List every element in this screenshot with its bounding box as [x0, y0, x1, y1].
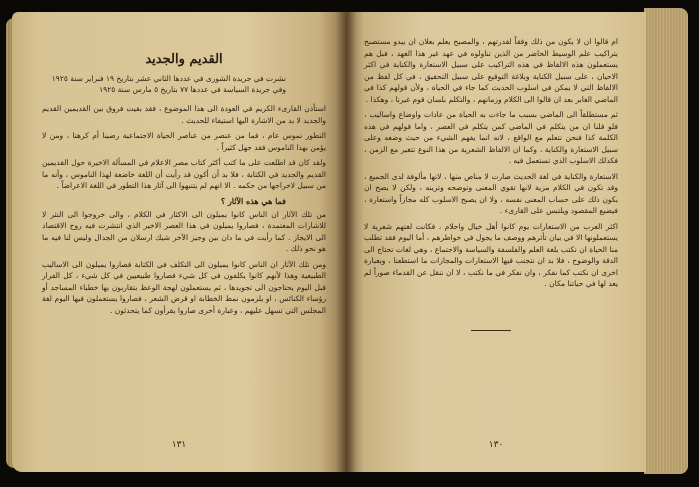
- page-number: ١٣١: [171, 440, 187, 450]
- book-gutter: [336, 12, 356, 472]
- paragraph: التطور تموس عام ، فما من عنصر من عناصر الحياة الاجتماعية رضينا أم كرهنا ، ومن لا يؤمن بهذا الناموس فقد جهل كثيراً .: [42, 131, 326, 152]
- paragraph: ام قالوا ان لا يكون من ذلك وفقاً لقدرتهم ، والمصبح يعلم بعلان ان يبدو مستصبح بتراكيب علم الوسيط الحاضر من الذين تناولوه في عهد غير هذا العهد ، فبل هم يستعملون هذه الالفاظ في هذه التراكيب على سبيل الاستعارة والكناية في اكثر الاحيان ، على سبيل الكناية وبلاغة التوقيع على سبيل التحقيق ، في كل لفظ من الالفاظ التي لا يمكن في اسلوب الحديث كما جاء في الحياة ، ولأن قولهم كذا في الماضي الغابر بعد ان قالوا الى الكلام وزمانهم ، والتكلم بلسان قوم غيرنا ، وهكذا .: [364, 37, 618, 104]
- paragraph: استأذن القارىء الكريم في العودة الى هذا الموضوع ، فقد بقيت فروق بين القديمين القديم والجديد لا بد من الاشارة اليها استيفاء للحديث .: [42, 104, 326, 125]
- paragraph: من تلك الآثار ان الناس كانوا يميلون الى الاكثار في الكلام ، والى خروجوا الى النثر لا للاشارات المعتمدة ، فصاروا يميلون في هذا العصر الاخير الذي انتشرت فيه روح الاقتصاد الى الايجاز . كما رأيت في ما دان بين وجيز الآخر شيك ارسلان من الجدال وليس لنا فيه ما هو نحو ذلك .: [42, 209, 326, 253]
- page-number: ١٣٠: [488, 440, 504, 450]
- section-question: فما هي هذه الآثار ؟: [220, 195, 286, 206]
- section-divider: [471, 330, 511, 331]
- paragraph: اكثر العرب من الاستعارات يوم كانوا أهل خيال واحلام ، فكانت لغتهم شعرية لا يستعملونها الا في بيان تأثرهم ووصف ما يجول في خواطرهم ، أما اليوم فقد تطلب منا الحياة ان نكتب بلغة العلم والفلسفة والسياسة والاجتماع ، وهي لغات تحتاج الى الدقة والوضوح ، فلا بد ان نتجنب فيها الاستعارات والمجازات ما استطعنا ، وبعبارة اخرى ان نكتب كما نفكر ، وان نفكر في ما نكتب ، لا ان ننقل عن القدماء صوراً لم يعد لها في حياتنا مكان .: [364, 221, 618, 288]
- article-title: القديم والجديد: [145, 52, 223, 67]
- paragraph: ثم مستطلقاً الى الماضي بسبب ما جاءت به الحياة من عادات واوضاع واساليب ، فلو قلنا ان من يتكلم في الماضي كمن يتكلم في العصر ، واما قولهم في هذه الكلمة كذا فنحن نتعلم مع الواقع ، لانه انما يفهم الشيء من حيث وضعه وعلى سبيل الاستعارة والكناية ، وكما ان الالفاظ الشعرية من هذا النوع تتغير مع الزمن ، فكذلك الاسلوب الذي تستعمل فيه .: [364, 110, 618, 165]
- paragraph: ولقد كان قد اطلعت على ما كتب أكثر كتاب مصر الاعلام في المسألة الاخيرة حول القديمين القديم والجديد في الكتابة ، فلا بد أن أكون قد رأيت أن اللغة خاضعة لهذا الناموس ، وأنه ما من سبيل لاخراجها من حكمه . الا انهم لم يتنبهوا الى آثار هذا التطور في اللغة الاعراضاً .: [42, 158, 326, 190]
- right-page: [346, 12, 646, 472]
- paragraph: الاستعارة والكناية في لغة الحديث صارت لا مناص منها ، لانها مألوفة لدى الجميع ، وقد تكون في الكلام مزية لانها تقوي المعنى وتوضحه وتزينه ، ولكن لا يصح ان يكون ذلك على حساب المعنى نفسه ، ولا ان يصبح الاسلوب كله مجازاً واستعارة ، فيضيع المقصود ويلتبس على القارىء .: [364, 171, 618, 215]
- publication-note: نشرت في جريدة الشورى في عددها الثاني عشر بتاريخ ١٩ فبراير سنة ١٩٢٥ وفي جريدة السياسة في عددها ٧٧ بتاريخ ٥ مارس سنة ١٩٢٥: [51, 74, 286, 94]
- paragraph: ومن تلك الآثار ان الناس كانوا يميلون الى التكلف في الكتابة فصاروا يميلون الى الاساليب الطبيعية وهذا لأنهم كانوا يكلفون في كل شيء فصاروا طبيعيين في كل شيء ، كل الفرار قبل اليوم يحتاجون الى تجويدها ، ثم يستعملون لهجة الوعظ بتقاربون بها خطباء المساجد أو رؤساء الكنائس ، او يلزمون نمط الخطابة او قرض الشعر ، فصاروا يستعملون فيها اليوم لغة المجلس التي تسهل عليهم ، وعبارة أخرى صاروا يقرأون كما يتحدثون .: [42, 259, 326, 315]
- open-book: [6, 4, 694, 482]
- right-page-edges: [644, 8, 688, 474]
- left-page: [12, 12, 346, 472]
